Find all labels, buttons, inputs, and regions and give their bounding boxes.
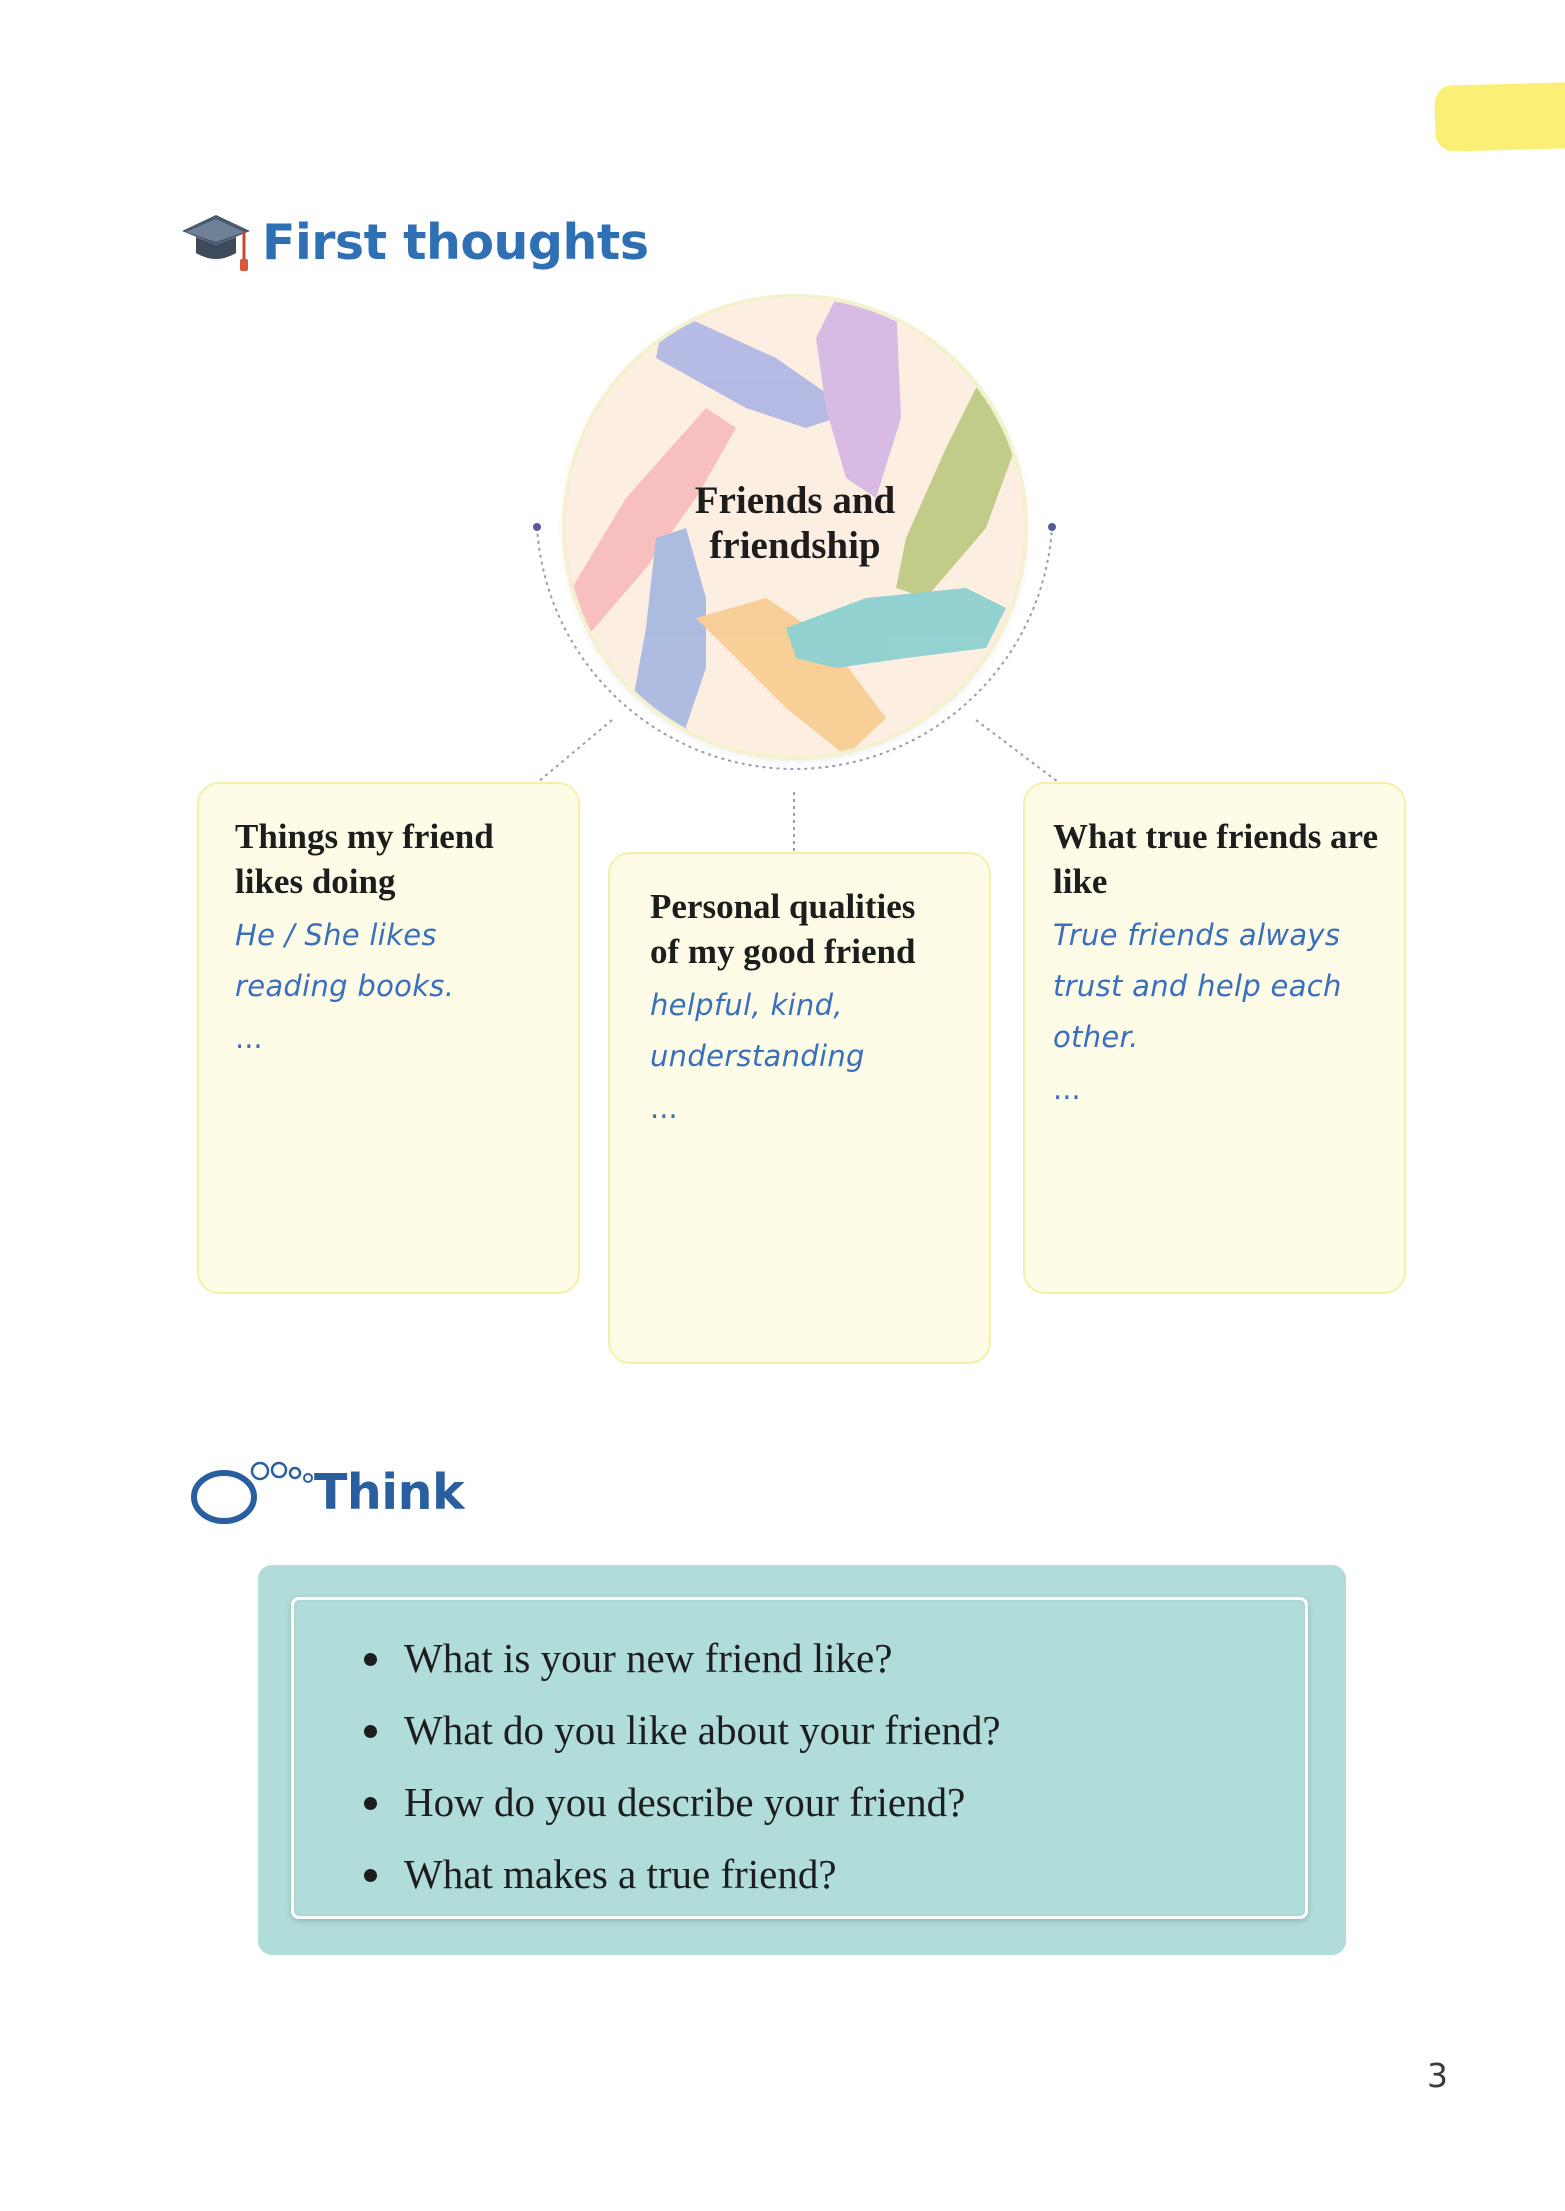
hub-label-line: Friends and bbox=[694, 479, 896, 522]
think-question: What makes a true friend? bbox=[364, 1838, 1305, 1910]
think-question: What do you like about your friend? bbox=[364, 1694, 1305, 1766]
card-example bbox=[1053, 910, 1378, 1063]
card-example-line: reading books. bbox=[235, 969, 455, 1003]
card-example bbox=[235, 910, 552, 1012]
card-example-line: He / She likes bbox=[235, 918, 437, 952]
think-questions-panel bbox=[291, 1597, 1308, 1919]
card-example bbox=[650, 980, 963, 1082]
thought-cloud-icon bbox=[190, 1455, 320, 1525]
card-ellipsis: ... bbox=[1053, 1072, 1081, 1106]
card-example-line: helpful, kind, bbox=[650, 988, 843, 1022]
card-ellipsis: ... bbox=[235, 1021, 263, 1055]
card-title bbox=[1053, 814, 1378, 904]
section-title: Think bbox=[314, 1464, 465, 1521]
think-question: How do you describe your friend? bbox=[364, 1766, 1305, 1838]
card-example-line: trust and help each bbox=[1053, 969, 1342, 1003]
section-title: First thoughts bbox=[262, 214, 649, 271]
friendship-hub bbox=[566, 298, 1024, 756]
card-example-line: other. bbox=[1053, 1020, 1139, 1054]
page-number: 3 bbox=[1427, 2056, 1448, 2095]
think-question-list bbox=[294, 1600, 1305, 1910]
hub-label-line: friendship bbox=[709, 524, 881, 567]
card-title-line: Personal qualities bbox=[650, 887, 916, 926]
card-example-line: understanding bbox=[650, 1039, 865, 1073]
card-example-line: True friends always bbox=[1053, 918, 1341, 952]
card-personal-qualities bbox=[608, 852, 991, 1364]
card-title-line: Things my friend bbox=[235, 817, 494, 856]
card-title bbox=[235, 814, 552, 904]
think-heading bbox=[190, 1455, 464, 1525]
think-questions-box bbox=[258, 1565, 1346, 1955]
card-title-line: What true friends are bbox=[1053, 817, 1378, 856]
card-title-line: like bbox=[1053, 862, 1108, 901]
card-title-line: of my good friend bbox=[650, 932, 916, 971]
think-question: What is your new friend like? bbox=[364, 1622, 1305, 1694]
card-title bbox=[650, 884, 963, 974]
card-ellipsis: ... bbox=[650, 1091, 678, 1125]
card-friend-likes bbox=[197, 782, 580, 1294]
card-title-line: likes doing bbox=[235, 862, 396, 901]
card-true-friends bbox=[1023, 782, 1406, 1294]
hub-label bbox=[566, 478, 1024, 568]
